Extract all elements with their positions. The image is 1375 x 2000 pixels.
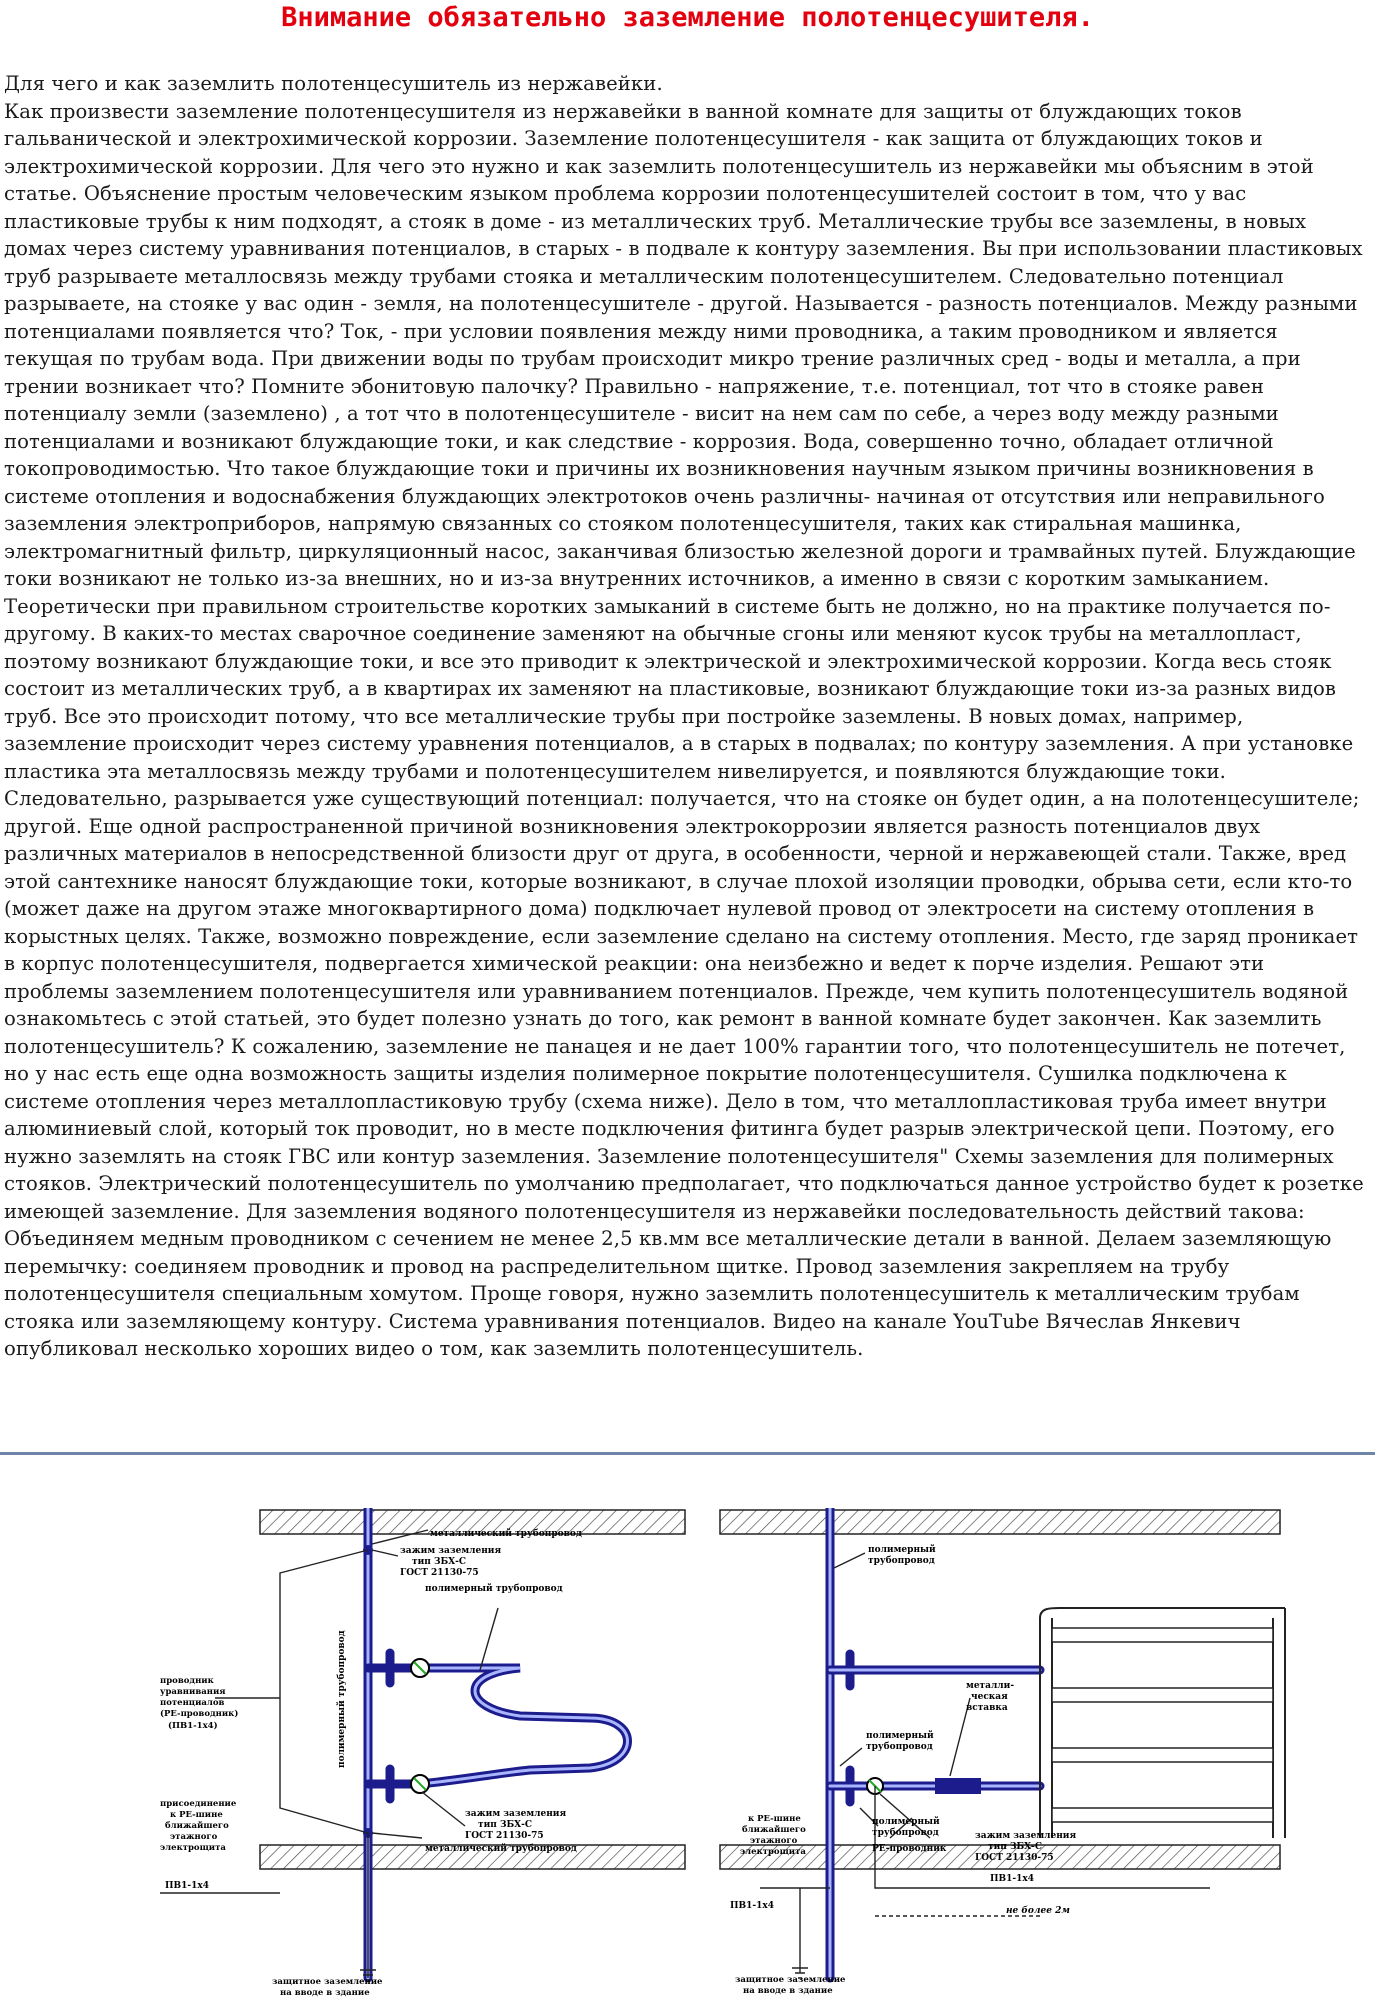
left-label-pe-3: потенциалов bbox=[160, 1698, 225, 1708]
article-text bbox=[4, 70, 1370, 1363]
right-label-pe-4: электрощита bbox=[740, 1847, 806, 1857]
left-label-pe-2: уравнивания bbox=[160, 1687, 226, 1697]
right-label-polymer-top-1: полимерный bbox=[868, 1545, 936, 1555]
right-label-polymer-mid-1: полимерный bbox=[866, 1731, 934, 1741]
scheme-right bbox=[720, 1508, 1285, 1996]
left-label-conn-1: присоединение bbox=[160, 1799, 237, 1809]
article-heading: Для чего и как заземлить полотенцесушитель из нержавейки. bbox=[4, 72, 663, 95]
left-label-polymer-vertical: полимерный трубопровод bbox=[337, 1630, 347, 1768]
right-label-polymer-top-2: трубопровод bbox=[868, 1556, 935, 1566]
left-label-conn-2: к PE-шине bbox=[170, 1810, 223, 1820]
left-label-pe-1: проводник bbox=[160, 1676, 214, 1686]
right-label-clamp-1: зажим заземления bbox=[975, 1831, 1077, 1841]
left-label-clamp-1: зажим заземления bbox=[400, 1546, 502, 1556]
left-pe-conductor bbox=[280, 1550, 368, 1960]
left-label-clamp-b3: ГОСТ 21130-75 bbox=[465, 1831, 544, 1841]
left-label-conn-3: ближайшего bbox=[165, 1821, 229, 1831]
left-label-clamp-3: ГОСТ 21130-75 bbox=[400, 1568, 479, 1578]
article-body: Как произвести заземление полотенцесушителя из нержавейки в ванной комнате для защиты от блуждающих токов гальванической и электрохимической коррозии. Заземление полотенцесушителя - как защита от блуждающих токов и электрохимической коррозии. Для чего это нужно и как заземлить полотенцесушитель из нержавейки мы объясним в этой статье. Объяснение простым человеческим языком проблема коррозии полотенцесушителей состоит в том, что у вас пластиковые трубы к ним подходят, а стояк в доме - из металлических труб. Металлические трубы все заземлены, в новых домах через систему уравнивания потенциалов, в старых - в подвале к контуру заземления. Вы при использовании пластиковых труб разрываете металлосвязь между трубами стояка и металлическим полотенцесушителем. Следовательно потенциал разрываете, на стояке у вас один - земля, на полотенцесушителе - другой. Называется - разность потенциалов. Между разными потенциалами появляется что? Ток, - при условии появления между ними проводника, а таким проводником и является текущая по трубам вода. При движении воды по трубам происходит микро трение различных сред - воды и металла, а при трении возникает что? Помните эбонитовую палочку? Правильно - напряжение, т.е. потенциал, тот что в стояке равен потенциалу земли (заземлено) , а тот что в полотенцесушителе - висит на нем сам по себе, а через воду между разными потенциалами и возникают блуждающие токи, и как следствие - коррозия. Вода, совершенно точно, обладает отличной токопроводимостью. Что такое блуждающие токи и причины их возникновения научным языком причины возникновения в системе отопления и водоснабжения блуждающих электротоков очень различны- начиная от отсутствия или неправильного заземления электроприборов, напрямую связанных со стояком полотенцесушителя, таких как стиральная машинка, электромагнитный фильтр, циркуляционный насос, заканчивая близостью железной дороги и трамвайных путей. Блуждающие токи возникают не только из-за внешних, но и из-за внутренних источников, а именно в связи с коротким замыканием. Теоретически при правильном строительстве коротких замыканий в системе быть не должно, но на практике получается по-другому. В каких-то местах сварочное соединение заменяют на обычные сгоны или меняют кусок трубы на металлопласт, поэтому возникают блуждающие токи, и все это приводит к электрической и электрохимической коррозии. Когда весь стояк состоит из металлических труб, а в квартирах их заменяют на пластиковые, возникают блуждающие токи из-за разных видов труб. Все это происходит потому, что все металлические трубы при постройке заземлены. В новых домах, например, заземление происходит через систему уравнения потенциалов, а в старых в подвалах; по контуру заземления. А при установке пластика эта металлосвязь между трубами и полотенцесушителем нивелируется, и появляются блуждающие токи. Следовательно, разрывается уже существующий потенциал: получается, что на стояке он будет один, а на полотенцесушителе; другой. Еще одной распространенной причиной возникновения электрокоррозии является разность потенциалов двух различных материалов в непосредственной близости друг от друга, в особенности, черной и нержавеющей стали. Также, вред этой сантехнике наносят блуждающие токи, которые возникают, в случае плохой изоляции проводки, обрыва сети, если кто-то (может даже на другом этаже многоквартирного дома) подключает нулевой провод от электросети на систему отопления в корыстных целях. Также, возможно повреждение, если заземление сделано на систему отопления. Место, где заряд проникает в корпус полотенцесушителя, подвергается химической реакции: она неизбежно и ведет к порче изделия. Решают эти проблемы заземлением полотенцесушителя или уравниванием потенциалов. Прежде, чем купить полотенцесушитель водяной ознакомьтесь с этой статьей, это будет полезно узнать до того, как ремонт в ванной комнате будет закончен. Как заземлить полотенцесушитель? К сожалению, заземление не панацея и не дает 100% гарантии того, что полотенцесушитель не потечет, но у нас есть еще одна возможность защиты изделия полимерное покрытие полотенцесушителя. Сушилка подключена к системе отопления через металлопластиковую трубу (схема ниже). Дело в том, что металлопластиковая труба имеет внутри алюминиевый слой, который ток проводит, но в месте подключения фитинга будет разрыв электрической цепи. Поэтому, его нужно заземлять на стояк ГВС или контур заземления. Заземление полотенцесушителя" Схемы заземления для полимерных стояков. Электрический полотенцесушитель по умолчанию предполагает, что подключаться данное устройство будет к розетке имеющей заземление. Для заземления водяного полотенцесушителя из нержавейки последовательность действий такова: Объединяем медным проводником с сечением не менее 2,5 кв.мм все металлические детали в ванной. Делаем заземляющую перемычку: соединяем проводник и провод на распределительном щитке. Провод заземления закрепляем на трубу полотенцесушителя специальным хомутом. Проще говоря, нужно заземлить полотенцесушитель к металлическим трубам стояка или заземляющему контуру. Система уравнивания потенциалов. Видео на канале YouTube Вячеслав Янкевич опубликовал несколько хороших видео о том, как заземлить полотенцесушитель. bbox=[4, 99, 1364, 1360]
right-label-wire-right: ПВ1-1х4 bbox=[990, 1874, 1034, 1884]
left-label-metal-pipe-top: металлический трубопровод bbox=[430, 1529, 582, 1539]
section-divider bbox=[0, 1452, 1375, 1455]
left-label-metal-pipe-bottom: металлический трубопровод bbox=[425, 1844, 577, 1854]
right-label-polymer-low-2: трубопровод bbox=[872, 1828, 939, 1838]
left-label-clamp-b2: тип ЗБХ-С bbox=[478, 1820, 533, 1830]
right-label-metal-insert-3: вставка bbox=[966, 1703, 1008, 1713]
right-label-pe-1: к PE-шине bbox=[748, 1814, 801, 1824]
left-label-clamp-2: тип ЗБХ-С bbox=[412, 1557, 467, 1567]
right-label-pe-3: этажного bbox=[750, 1836, 798, 1846]
right-label-pe-conductor: PE-проводник bbox=[872, 1844, 947, 1854]
right-towel-dryer bbox=[1040, 1608, 1285, 1838]
right-ceiling-slab bbox=[720, 1510, 1280, 1534]
left-label-conn-4: этажного bbox=[170, 1832, 218, 1842]
right-label-metal-insert-2: ческая bbox=[971, 1692, 1008, 1702]
scheme-left bbox=[160, 1508, 685, 1998]
right-metal-insert bbox=[935, 1778, 981, 1794]
right-label-ground-2: на вводе в здание bbox=[743, 1986, 833, 1996]
right-label-ground-1: защитное заземление bbox=[735, 1975, 846, 1985]
right-label-metal-insert-1: металли- bbox=[966, 1681, 1015, 1691]
right-label-pe-2: ближайшего bbox=[742, 1825, 806, 1835]
grounding-diagram bbox=[160, 1508, 1300, 1998]
right-label-wire-left: ПВ1-1х4 bbox=[730, 1901, 774, 1911]
left-label-ground-2: на вводе в здание bbox=[280, 1988, 370, 1998]
right-label-clamp-2: тип ЗБХ-С bbox=[988, 1842, 1043, 1852]
left-label-clamp-b1: зажим заземления bbox=[465, 1809, 567, 1819]
left-label-conn-5: электрощита bbox=[160, 1843, 226, 1853]
right-label-clamp-3: ГОСТ 21130-75 bbox=[975, 1853, 1054, 1863]
left-label-polymer-pipe: полимерный трубопровод bbox=[425, 1584, 563, 1594]
right-label-polymer-low-1: полимерный bbox=[872, 1817, 940, 1827]
right-label-polymer-mid-2: трубопровод bbox=[866, 1742, 933, 1752]
left-label-pe-4: (PE-проводник) bbox=[160, 1709, 239, 1719]
left-label-pe-5: (ПВ1-1х4) bbox=[168, 1721, 218, 1731]
left-label-wire: ПВ1-1х4 bbox=[165, 1881, 209, 1891]
page-title: Внимание обязательно заземление полотенцесушителя. bbox=[281, 2, 1094, 33]
left-label-ground-1: защитное заземление bbox=[272, 1977, 383, 1987]
right-label-max-length: не более 2м bbox=[1006, 1906, 1070, 1916]
